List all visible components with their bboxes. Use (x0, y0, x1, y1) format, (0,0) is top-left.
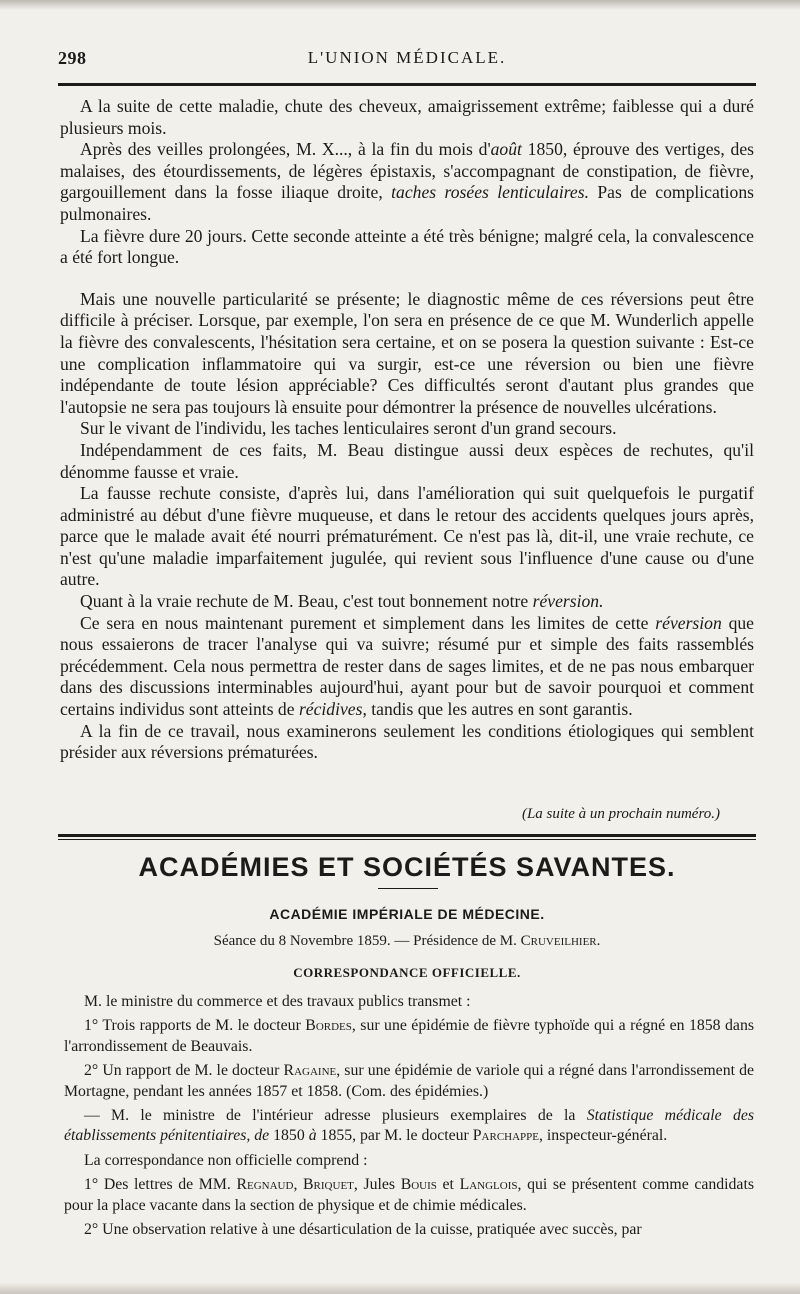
paragraph (60, 226, 754, 269)
paragraph (60, 289, 754, 419)
article-continuation (60, 96, 754, 764)
paragraph-text: A la suite de cette maladie, chute des cheveux, amaigrissement extrême; faiblesse qui a duré plusieurs mois. (60, 96, 754, 138)
paragraph (60, 591, 754, 613)
paragraph-text: , qui se présentent comme candidats pour la place vacante dans la section de physique et de chimie médicales. (64, 1176, 754, 1214)
page-bottom-edge (0, 1282, 800, 1294)
paragraph-text: Indépendamment de ces faits, M. Beau distingue aussi deux espèces de rechutes, qu'il dénomme fausse et vraie. (60, 439, 754, 482)
author-name: Briquet (303, 1176, 354, 1194)
paragraph (60, 418, 754, 440)
paragraph (60, 139, 754, 225)
paragraph-text: Après des veilles prolongées, M. X..., à la fin du mois d' (80, 139, 491, 160)
paragraph-text: Pas de complications pulmonaires. (60, 182, 754, 224)
president-name: Cruveilhier (520, 933, 597, 949)
section-rule-thick (58, 834, 756, 837)
author-name: Parchappe (472, 1127, 540, 1145)
paragraph-text: 1850, éprouve des vertiges, des malaises, des étourdissements, de légères épistaxis, s'accompagnant de constipation, de fièvre, gargouillement dans la fosse iliaque droite, (60, 139, 754, 203)
italic-term: réversion (655, 612, 722, 633)
paragraph (60, 721, 754, 764)
paragraph-text: La fièvre dure 20 jours. Cette seconde atteinte a été très bénigne; malgré cela, la convalescence a été fort longue. (60, 225, 754, 268)
paragraph-text: La correspondance non officielle comprend : (84, 1151, 368, 1169)
separator: et (436, 1176, 460, 1194)
paragraph (64, 1061, 754, 1102)
academy-heading: ACADÉMIE IMPÉRIALE DE MÉDECINE. (269, 906, 545, 922)
paragraph (60, 96, 754, 139)
paragraph-text: M. le ministre du commerce et des travaux publics transmet : (84, 993, 471, 1010)
paragraph (64, 1106, 754, 1147)
paragraph-text: , sur une épidémie de variole qui a régné dans l'arrondissement de Mortagne, pendant les années 1857 et 1858. (Com. des épidémies.) (64, 1062, 754, 1100)
paragraph (64, 1220, 754, 1240)
session-text-end: . (596, 933, 601, 949)
author-name: Ragaine (283, 1062, 337, 1080)
paragraph-text: 2° Un rapport de M. le docteur (84, 1062, 284, 1080)
author-name: Bouis (400, 1176, 437, 1194)
italic-word: à (308, 1127, 317, 1145)
page-top-edge (0, 0, 800, 10)
paragraph (64, 992, 754, 1012)
paragraph-text: — M. le ministre de l'intérieur adresse plusieurs exemplaires de la (84, 1107, 587, 1125)
separator: , Jules (353, 1176, 401, 1194)
paragraph-text: que nous essaierons de tracer l'analyse qui va suivre; résumé pur et simple des faits rassemblés précédemment. Cela nous permettra de rester dans de sages limites, et de ne pas nous embarquer dans des discussions interminables aujourd'hui, ayant pour but de savoir pourquoi et comment certains individus sont atteints de (60, 612, 754, 720)
page-number: 298 (58, 48, 87, 68)
paragraph-text: La fausse rechute consiste, d'après lui, dans l'amélioration qui suit quelquefois le purgatif administré au début d'une fièvre muqueuse, et dans le retour des accidents quelques jours après, parce que le malade avait été nourri prématurément. Ce n'est pas là, dit-il, une vraie rechute, ce n'est qu'une maladie imparfaitement jugulée, qui revient sous l'influence d'une cause ou d'une autre. (60, 483, 754, 590)
paragraph-text: 1° Des lettres de MM. (84, 1176, 237, 1194)
paragraph-text: , sur une épidémie de fièvre typhoïde qui a régné en 1858 dans l'arrondissement de Beauvais. (64, 1017, 754, 1055)
paragraph-text: Mais une nouvelle particularité se présente; le diagnostic même de ces réversions peut être difficile à préciser. Lorsque, par exemple, l'on sera en présence de ce que M. Wunderlich appelle la fièvre des convalescents, l'hésitation sera certaine, et on se posera la question suivante : Est-ce une complication inflammatoire qui va surgir, est-ce une réversion ou bien une fièvre indépendante de toute lésion appréciable? Ces difficultés seront d'autant plus grandes que l'autopsie ne sera pas toujours là ensuite pour démontrer la présence de nouvelles ulcérations. (60, 288, 754, 417)
heading-rule (378, 888, 438, 889)
separator: , (293, 1176, 304, 1194)
paragraph-text: , tandis que les autres en sont garantis. (362, 699, 633, 720)
continuation-note: (La suite à un prochain numéro.) (521, 806, 720, 822)
author-name: Bordes (305, 1017, 352, 1035)
paragraph-text: Ce sera en nous maintenant purement et simplement dans les limites de cette (80, 612, 656, 633)
header-rule (58, 83, 756, 86)
running-head (58, 48, 756, 72)
paragraph-text: , inspecteur-général. (539, 1127, 668, 1145)
italic-term: taches rosées lenticulaires. (391, 182, 589, 203)
paragraph (60, 483, 754, 591)
journal-title: L'UNION MÉDICALE. (307, 48, 507, 67)
paragraph-text: A la fin de ce travail, nous examinerons seulement les conditions étiologiques qui semblent présider aux réversions prématurées. (60, 720, 754, 763)
paragraph-text: 1855, par M. le docteur (316, 1127, 473, 1145)
paragraph (64, 1151, 754, 1171)
paragraph-text: 1850 (269, 1127, 309, 1145)
section-heading: ACADÉMIES ET SOCIÉTÉS SAVANTES. (138, 852, 676, 882)
italic-term: récidives (298, 699, 363, 720)
correspondence-heading: CORRESPONDANCE OFFICIELLE. (293, 965, 521, 980)
author-name: Regnaud (236, 1176, 294, 1194)
correspondence-body (64, 992, 754, 1244)
author-name: Langlois (459, 1176, 518, 1194)
session-text: Séance du 8 Novembre 1859. — Présidence de M. (213, 933, 521, 949)
paragraph-text: Sur le vivant de l'individu, les taches lenticulaires seront d'un grand secours. (80, 418, 617, 439)
paragraph-text: 2° Une observation relative à une désarticulation de la cuisse, pratiquée avec succès, par (84, 1221, 642, 1239)
section-rule-thin (58, 839, 756, 840)
italic-month: août (490, 139, 522, 160)
paragraph-text: Quant à la vraie rechute de M. Beau, c'est tout bonnement notre (80, 591, 533, 612)
italic-title: Statistique médicale des établissements pénitentiaires, de (64, 1107, 755, 1145)
paragraph (60, 613, 754, 721)
italic-term: réversion. (532, 591, 604, 612)
paragraph-text: 1° Trois rapports de M. le docteur (84, 1017, 306, 1035)
session-line (60, 933, 754, 950)
paragraph (60, 440, 754, 483)
paragraph (64, 1016, 754, 1057)
paragraph (64, 1175, 754, 1216)
